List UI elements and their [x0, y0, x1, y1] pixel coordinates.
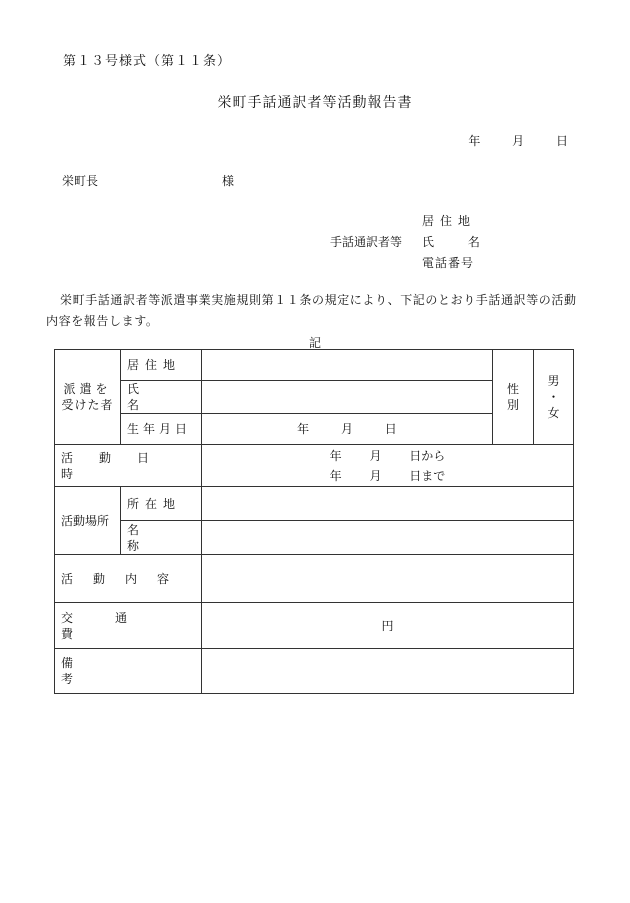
- birth-date-field[interactable]: 年 月 日: [202, 414, 493, 445]
- reporter-group-label: 手話通訳者等: [330, 235, 403, 249]
- reporter-address-label[interactable]: 居住地: [422, 214, 477, 228]
- recipient-name-field[interactable]: [202, 381, 493, 414]
- remarks-field[interactable]: [202, 649, 574, 694]
- gender-label-line2: 別: [506, 398, 519, 412]
- recipient-label: [55, 350, 121, 445]
- birth-date-label: 生年月日: [121, 414, 202, 445]
- addressee-name: 栄町長: [62, 174, 99, 188]
- gender-choice[interactable]: [534, 350, 574, 445]
- place-location-label: 所在地: [121, 487, 202, 521]
- page-title: 栄町手話通訳者等活動報告書: [217, 95, 413, 111]
- recipient-address-field[interactable]: [202, 350, 493, 381]
- activity-place-label: 活動場所: [55, 487, 121, 555]
- activity-datetime-label: 活動日時: [55, 445, 202, 487]
- reporter-name-label[interactable]: 氏 名: [422, 235, 480, 249]
- activity-from-date[interactable]: 年 月 日から: [329, 448, 446, 463]
- report-date[interactable]: 年 月 日: [468, 134, 568, 148]
- gender-label: [493, 350, 534, 445]
- transport-cost-label: 交通費: [55, 603, 202, 649]
- gender-separator: ・: [547, 390, 560, 404]
- gender-female-option[interactable]: 女: [547, 406, 560, 420]
- addressee-honorific: 様: [222, 174, 235, 188]
- reporter-phone-label[interactable]: 電話番号: [422, 256, 475, 270]
- activity-datetime-field[interactable]: [202, 445, 574, 487]
- place-location-field[interactable]: [202, 487, 574, 521]
- recipient-address-label: 居住地: [121, 350, 202, 381]
- recipient-label-line2: 受けた者: [61, 398, 114, 412]
- form-number: 第１３号様式（第１１条）: [63, 54, 232, 69]
- ki-heading: 記: [308, 336, 321, 350]
- gender-label-line1: 性: [506, 382, 519, 396]
- remarks-label: 備考: [55, 649, 202, 694]
- transport-cost-field[interactable]: 円: [202, 603, 574, 649]
- place-name-label: 名称: [121, 521, 202, 555]
- activity-content-label: 活動内容: [55, 555, 202, 603]
- report-table: [54, 349, 574, 694]
- activity-content-field[interactable]: [202, 555, 574, 603]
- report-statement: 栄町手話通訳者等派遣事業実施規則第１１条の規定により、下記のとおり手話通訳等の活動内容を報告します。: [46, 293, 577, 328]
- gender-male-option[interactable]: 男: [547, 374, 560, 388]
- activity-to-date[interactable]: 年 月 日まで: [329, 468, 446, 483]
- place-name-field[interactable]: [202, 521, 574, 555]
- recipient-label-line1: 派遣を: [63, 382, 112, 396]
- recipient-name-label: 氏名: [121, 381, 202, 414]
